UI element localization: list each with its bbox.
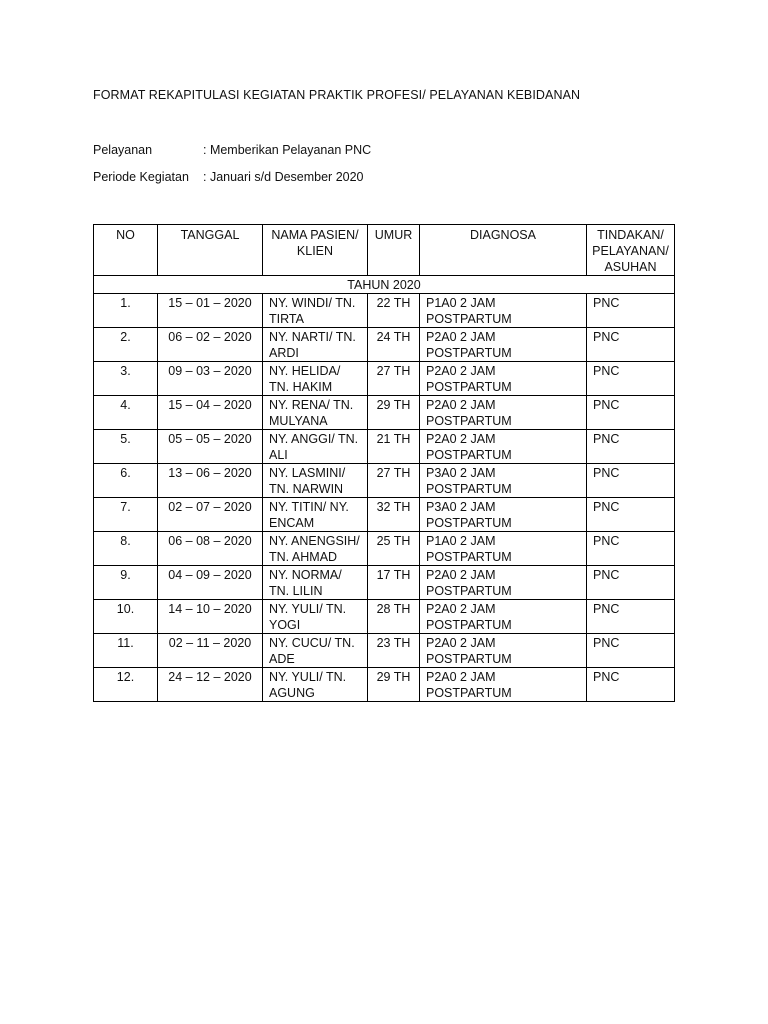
cell-umur: 29 TH xyxy=(368,668,420,702)
table-row xyxy=(94,464,675,498)
cell-no: 7. xyxy=(94,498,158,532)
cell-umur: 21 TH xyxy=(368,430,420,464)
table-row xyxy=(94,430,675,464)
document-title: FORMAT REKAPITULASI KEGIATAN PRAKTIK PROFESI/ PELAYANAN KEBIDANAN xyxy=(93,88,581,102)
header-nama: NAMA PASIEN/ KLIEN xyxy=(263,225,368,276)
cell-tanggal: 02 – 11 – 2020 xyxy=(158,634,263,668)
table-row xyxy=(94,294,675,328)
cell-nama: NY. TITIN/ NY. ENCAM xyxy=(263,498,368,532)
table-row xyxy=(94,396,675,430)
cell-diagnosa: P1A0 2 JAM POSTPARTUM xyxy=(420,532,587,566)
cell-umur: 27 TH xyxy=(368,464,420,498)
meta-label: Pelayanan xyxy=(93,143,153,157)
table-row xyxy=(94,532,675,566)
table-row xyxy=(94,600,675,634)
cell-tindakan: PNC xyxy=(587,634,675,668)
cell-umur: 29 TH xyxy=(368,396,420,430)
cell-nama: NY. NORMA/ TN. LILIN xyxy=(263,566,368,600)
cell-umur: 24 TH xyxy=(368,328,420,362)
meta-periode xyxy=(93,170,364,184)
cell-diagnosa: P3A0 2 JAM POSTPARTUM xyxy=(420,498,587,532)
cell-no: 11. xyxy=(94,634,158,668)
cell-nama: NY. YULI/ TN. YOGI xyxy=(263,600,368,634)
cell-nama: NY. CUCU/ TN. ADE xyxy=(263,634,368,668)
header-tindakan: TINDAKAN/ PELAYANAN/ ASUHAN xyxy=(587,225,675,276)
cell-tindakan: PNC xyxy=(587,498,675,532)
header-umur: UMUR xyxy=(368,225,420,276)
cell-tindakan: PNC xyxy=(587,464,675,498)
cell-umur: 32 TH xyxy=(368,498,420,532)
cell-tanggal: 24 – 12 – 2020 xyxy=(158,668,263,702)
cell-nama: NY. ANENGSIH/ TN. AHMAD xyxy=(263,532,368,566)
recap-table xyxy=(93,224,675,702)
cell-tanggal: 02 – 07 – 2020 xyxy=(158,498,263,532)
meta-pelayanan xyxy=(93,143,371,157)
cell-tanggal: 13 – 06 – 2020 xyxy=(158,464,263,498)
cell-no: 12. xyxy=(94,668,158,702)
table-row xyxy=(94,328,675,362)
cell-tindakan: PNC xyxy=(587,532,675,566)
cell-tindakan: PNC xyxy=(587,294,675,328)
cell-umur: 17 TH xyxy=(368,566,420,600)
cell-tindakan: PNC xyxy=(587,566,675,600)
cell-tanggal: 06 – 08 – 2020 xyxy=(158,532,263,566)
cell-diagnosa: P2A0 2 JAM POSTPARTUM xyxy=(420,328,587,362)
cell-diagnosa: P2A0 2 JAM POSTPARTUM xyxy=(420,668,587,702)
year-label: TAHUN 2020 xyxy=(94,276,675,294)
cell-tanggal: 14 – 10 – 2020 xyxy=(158,600,263,634)
cell-diagnosa: P2A0 2 JAM POSTPARTUM xyxy=(420,634,587,668)
cell-no: 5. xyxy=(94,430,158,464)
cell-umur: 23 TH xyxy=(368,634,420,668)
header-no: NO xyxy=(94,225,158,276)
cell-diagnosa: P2A0 2 JAM POSTPARTUM xyxy=(420,600,587,634)
table-row xyxy=(94,566,675,600)
cell-tindakan: PNC xyxy=(587,430,675,464)
table-row xyxy=(94,634,675,668)
cell-nama: NY. WINDI/ TN. TIRTA xyxy=(263,294,368,328)
year-row xyxy=(94,276,675,294)
cell-umur: 22 TH xyxy=(368,294,420,328)
cell-tindakan: PNC xyxy=(587,396,675,430)
cell-tanggal: 05 – 05 – 2020 xyxy=(158,430,263,464)
cell-diagnosa: P2A0 2 JAM POSTPARTUM xyxy=(420,396,587,430)
cell-no: 2. xyxy=(94,328,158,362)
cell-umur: 27 TH xyxy=(368,362,420,396)
cell-no: 4. xyxy=(94,396,158,430)
cell-diagnosa: P2A0 2 JAM POSTPARTUM xyxy=(420,566,587,600)
cell-no: 10. xyxy=(94,600,158,634)
cell-nama: NY. ANGGI/ TN. ALI xyxy=(263,430,368,464)
header-diagnosa: DIAGNOSA xyxy=(420,225,587,276)
cell-nama: NY. HELIDA/ TN. HAKIM xyxy=(263,362,368,396)
cell-no: 3. xyxy=(94,362,158,396)
cell-diagnosa: P1A0 2 JAM POSTPARTUM xyxy=(420,294,587,328)
cell-diagnosa: P3A0 2 JAM POSTPARTUM xyxy=(420,464,587,498)
cell-tindakan: PNC xyxy=(587,600,675,634)
cell-tanggal: 15 – 04 – 2020 xyxy=(158,396,263,430)
table-row xyxy=(94,668,675,702)
cell-nama: NY. RENA/ TN. MULYANA xyxy=(263,396,368,430)
cell-no: 1. xyxy=(94,294,158,328)
cell-umur: 28 TH xyxy=(368,600,420,634)
header-tanggal: TANGGAL xyxy=(158,225,263,276)
cell-diagnosa: P2A0 2 JAM POSTPARTUM xyxy=(420,362,587,396)
cell-nama: NY. NARTI/ TN. ARDI xyxy=(263,328,368,362)
cell-diagnosa: P2A0 2 JAM POSTPARTUM xyxy=(420,430,587,464)
cell-umur: 25 TH xyxy=(368,532,420,566)
cell-tindakan: PNC xyxy=(587,328,675,362)
cell-nama: NY. LASMINI/ TN. NARWIN xyxy=(263,464,368,498)
cell-tanggal: 04 – 09 – 2020 xyxy=(158,566,263,600)
cell-tanggal: 09 – 03 – 2020 xyxy=(158,362,263,396)
table-row xyxy=(94,498,675,532)
cell-no: 6. xyxy=(94,464,158,498)
table-row xyxy=(94,362,675,396)
cell-tanggal: 15 – 01 – 2020 xyxy=(158,294,263,328)
cell-tindakan: PNC xyxy=(587,668,675,702)
meta-value: : Januari s/d Desember 2020 xyxy=(203,170,364,184)
meta-value: : Memberikan Pelayanan PNC xyxy=(203,143,372,157)
meta-label: Periode Kegiatan xyxy=(93,170,189,184)
cell-tindakan: PNC xyxy=(587,362,675,396)
cell-nama: NY. YULI/ TN. AGUNG xyxy=(263,668,368,702)
cell-no: 8. xyxy=(94,532,158,566)
cell-tanggal: 06 – 02 – 2020 xyxy=(158,328,263,362)
cell-no: 9. xyxy=(94,566,158,600)
table-header-row xyxy=(94,225,675,276)
